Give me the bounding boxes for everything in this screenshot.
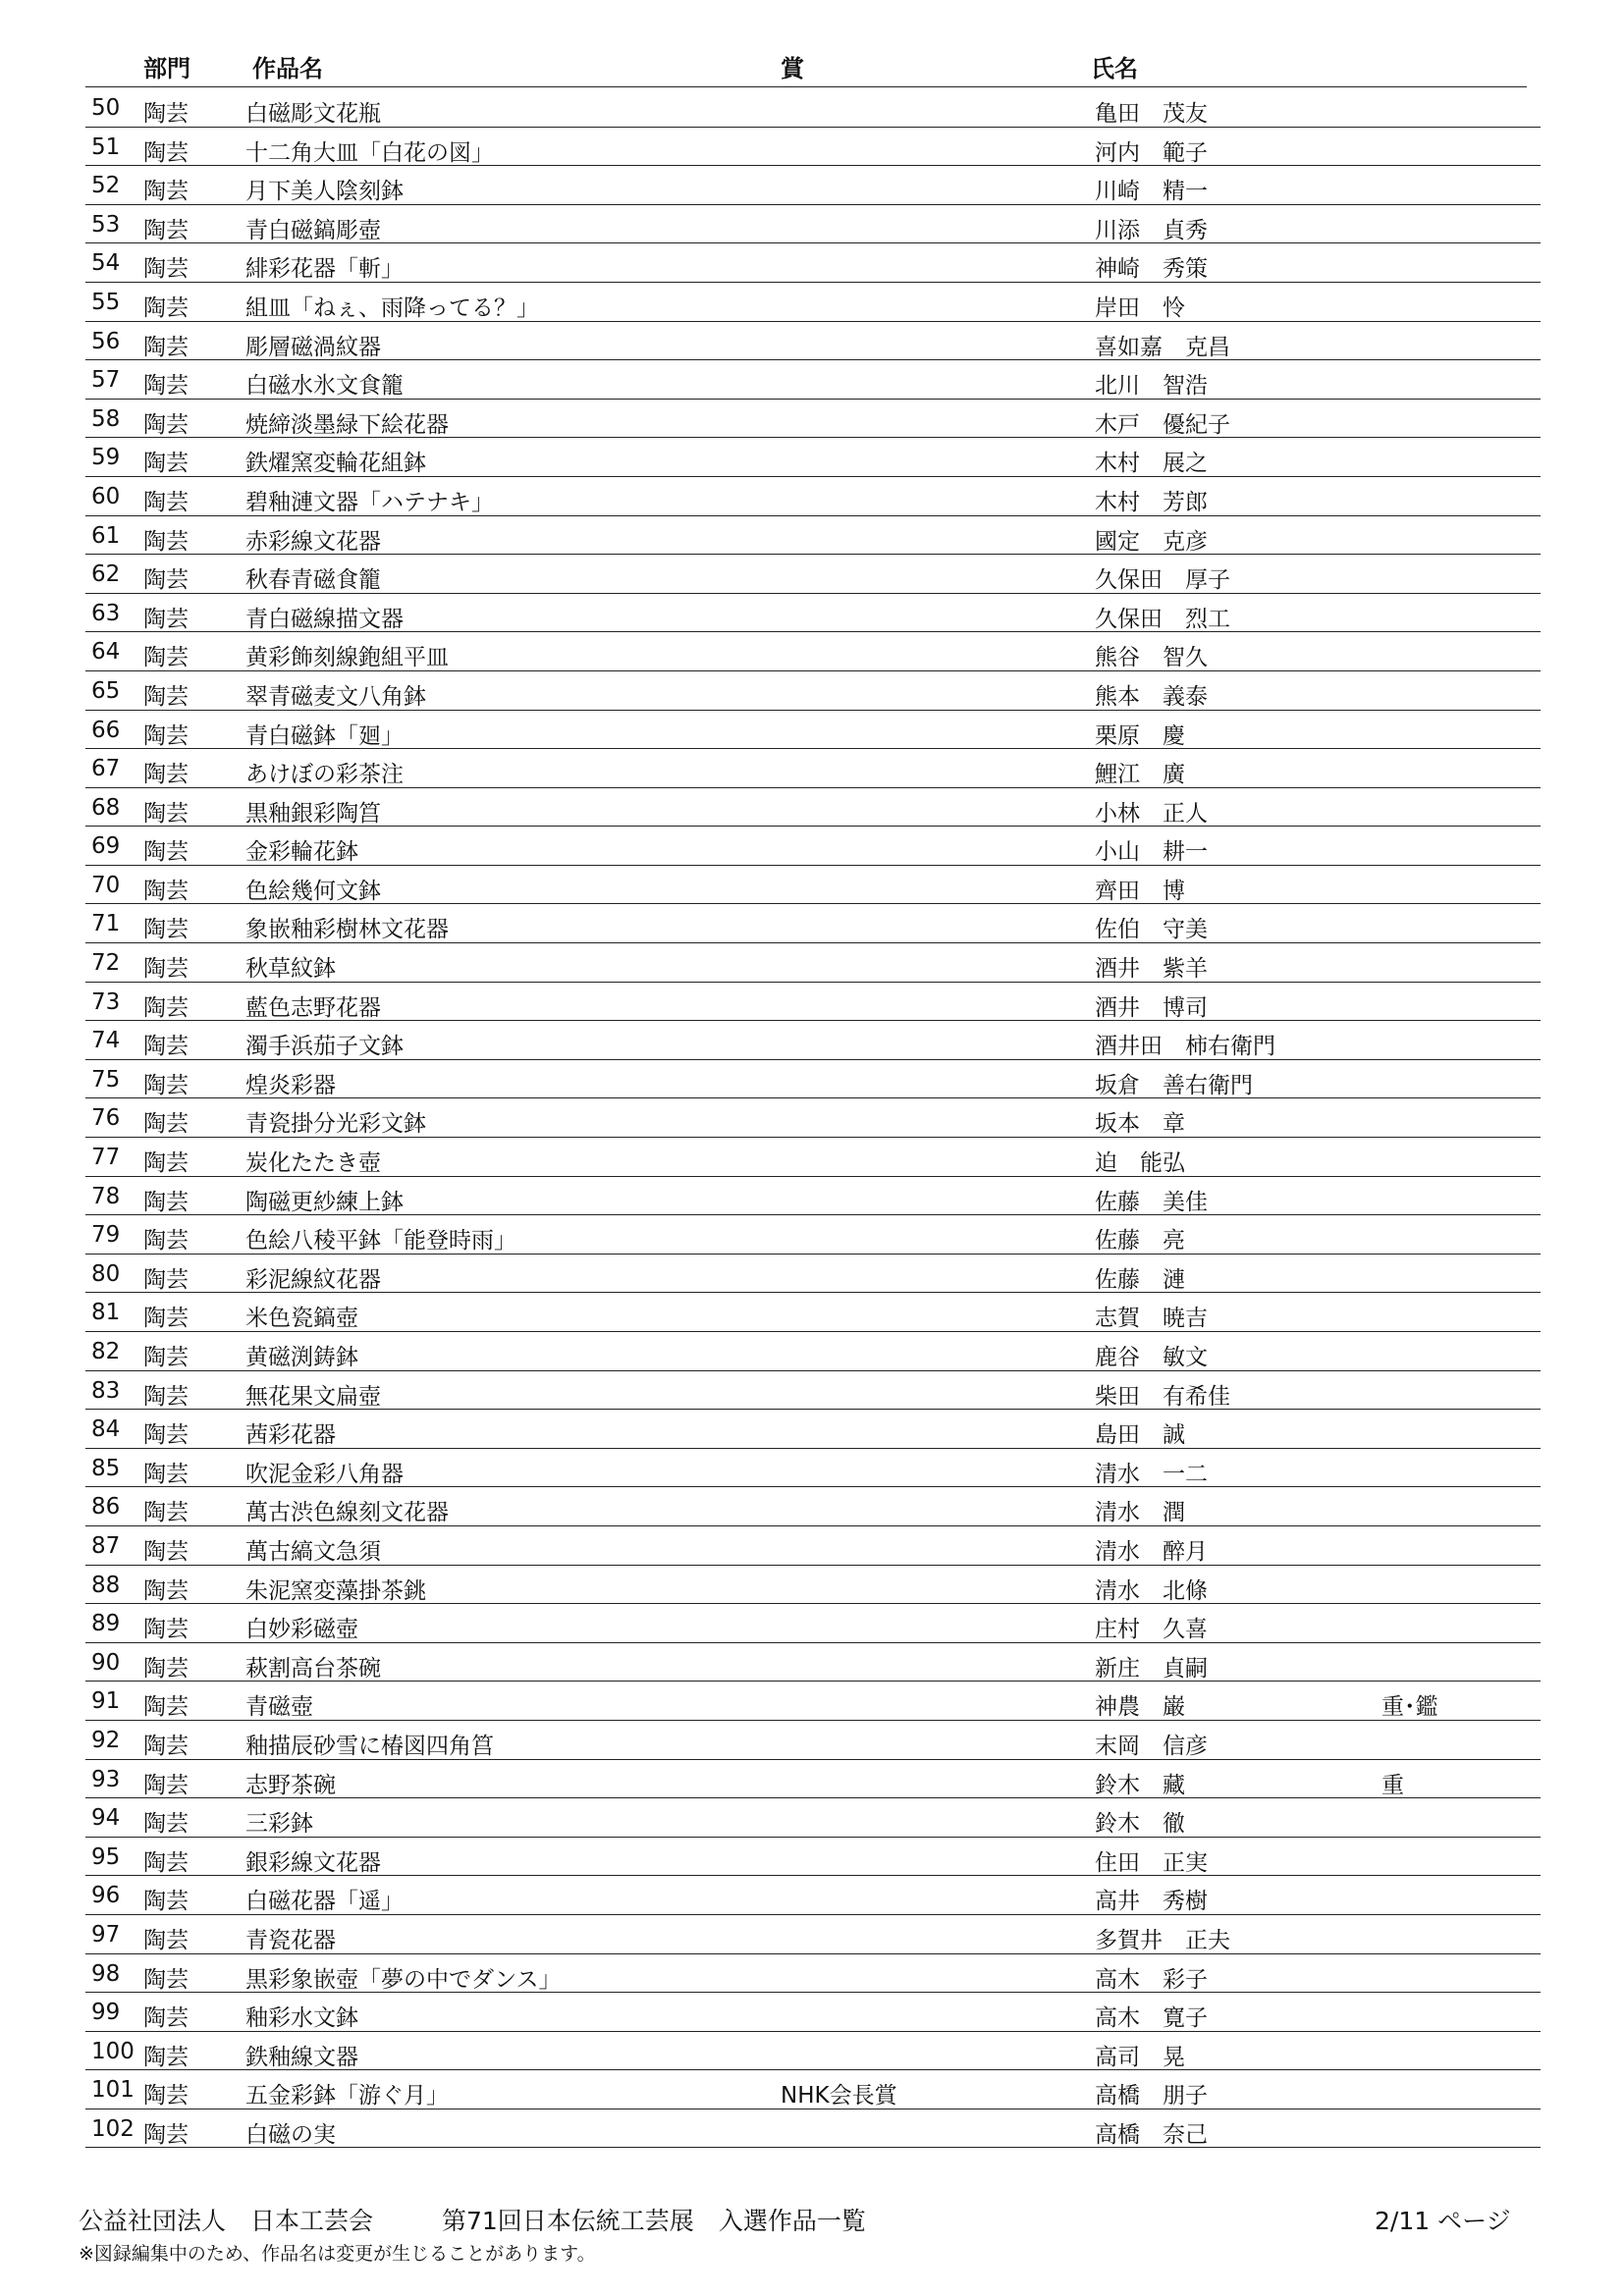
entry-title: 白磁彫文花瓶 bbox=[245, 101, 381, 127]
entry-number: 57 bbox=[91, 367, 121, 394]
entry-number: 51 bbox=[91, 133, 121, 160]
entry-title: 炭化たたき壺 bbox=[245, 1150, 381, 1177]
entry-dept: 陶芸 bbox=[143, 606, 189, 632]
entry-name: 高井 秀樹 bbox=[1095, 1889, 1208, 1915]
entry-name: 住田 正実 bbox=[1095, 1849, 1208, 1876]
entry-title: 三彩鉢 bbox=[245, 1811, 313, 1838]
entry-number: 52 bbox=[91, 173, 121, 199]
table-row bbox=[85, 1566, 1541, 1605]
entry-title: 秋草紋鉢 bbox=[245, 956, 336, 983]
entry-title: 白磁花器「遥」 bbox=[245, 1889, 404, 1915]
table-row bbox=[85, 1098, 1541, 1138]
entry-name: 北川 智浩 bbox=[1095, 373, 1208, 400]
entry-number: 91 bbox=[91, 1688, 121, 1715]
entry-number: 60 bbox=[91, 483, 121, 509]
entry-dept: 陶芸 bbox=[143, 2005, 189, 2032]
table-row bbox=[85, 1332, 1541, 1371]
table-row bbox=[85, 128, 1541, 167]
entry-dept: 陶芸 bbox=[143, 294, 189, 321]
entry-dept: 陶芸 bbox=[143, 1733, 189, 1759]
entry-name: 高橋 奈己 bbox=[1095, 2121, 1208, 2148]
table-row bbox=[85, 1526, 1541, 1566]
entry-name: 熊谷 智久 bbox=[1095, 645, 1208, 671]
entry-number: 85 bbox=[91, 1455, 121, 1481]
entry-name: 神崎 秀策 bbox=[1095, 256, 1208, 283]
entry-name: 久保田 厚子 bbox=[1095, 567, 1230, 594]
entry-number: 55 bbox=[91, 289, 121, 315]
header-dept: 部門 bbox=[143, 55, 190, 82]
entry-name: 坂本 章 bbox=[1095, 1111, 1185, 1138]
entry-number: 65 bbox=[91, 677, 121, 704]
entry-dept: 陶芸 bbox=[143, 1927, 189, 1953]
table-row bbox=[85, 1410, 1541, 1449]
entry-name: 小林 正人 bbox=[1095, 800, 1208, 827]
entry-title: 十二角大皿「白花の図」 bbox=[245, 139, 494, 166]
entry-dept: 陶芸 bbox=[143, 256, 189, 283]
entry-dept: 陶芸 bbox=[143, 1655, 189, 1682]
entry-name: 酒井 博司 bbox=[1095, 994, 1208, 1021]
table-row bbox=[85, 2032, 1541, 2071]
table-row bbox=[85, 1643, 1541, 1682]
entry-dept: 陶芸 bbox=[143, 1461, 189, 1487]
entry-title: 色絵幾何文鉢 bbox=[245, 878, 381, 904]
table-row bbox=[85, 1215, 1541, 1255]
entry-dept: 陶芸 bbox=[143, 645, 189, 671]
entry-dept: 陶芸 bbox=[143, 528, 189, 555]
entry-dept: 陶芸 bbox=[143, 1111, 189, 1138]
entry-dept: 陶芸 bbox=[143, 1889, 189, 1915]
entry-number: 63 bbox=[91, 600, 121, 626]
entry-number: 67 bbox=[91, 756, 121, 782]
entry-title: あけぼの彩茶注 bbox=[245, 762, 404, 788]
entry-number: 72 bbox=[91, 950, 121, 977]
table-row bbox=[85, 1993, 1541, 2032]
table-row bbox=[85, 2070, 1541, 2109]
table-row bbox=[85, 477, 1541, 516]
entry-number: 70 bbox=[91, 872, 121, 898]
entry-number: 94 bbox=[91, 1805, 121, 1832]
entry-name: 木村 芳郎 bbox=[1095, 489, 1208, 515]
entry-name: 河内 範子 bbox=[1095, 139, 1208, 166]
entry-number: 58 bbox=[91, 405, 121, 432]
entry-dept: 陶芸 bbox=[143, 722, 189, 749]
entry-name: 新庄 貞嗣 bbox=[1095, 1655, 1208, 1682]
entry-number: 75 bbox=[91, 1066, 121, 1093]
entry-title: 赤彩線文花器 bbox=[245, 528, 381, 555]
entry-number: 79 bbox=[91, 1222, 121, 1249]
entry-title: 朱泥窯変藻掛茶銚 bbox=[245, 1577, 426, 1604]
entry-note: 重･鑑 bbox=[1381, 1694, 1438, 1721]
entry-title: 無花果文扁壺 bbox=[245, 1383, 381, 1410]
entry-number: 56 bbox=[91, 328, 121, 354]
entry-name: 栗原 慶 bbox=[1095, 722, 1185, 749]
entry-name: 高木 彩子 bbox=[1095, 1966, 1208, 1993]
entry-number: 61 bbox=[91, 522, 121, 549]
table-row bbox=[85, 983, 1541, 1022]
entry-number: 102 bbox=[91, 2115, 135, 2142]
entry-title: 鉄釉線文器 bbox=[245, 2044, 358, 2070]
entry-name: 佐藤 漣 bbox=[1095, 1266, 1185, 1293]
entry-dept: 陶芸 bbox=[143, 994, 189, 1021]
entry-dept: 陶芸 bbox=[143, 839, 189, 866]
entry-title: 吹泥金彩八角器 bbox=[245, 1461, 404, 1487]
table-row bbox=[85, 827, 1541, 866]
header-award: 賞 bbox=[781, 55, 804, 82]
header-title: 作品名 bbox=[252, 55, 323, 82]
entry-number: 90 bbox=[91, 1649, 121, 1676]
entry-name: 鯉江 廣 bbox=[1095, 762, 1185, 788]
entry-dept: 陶芸 bbox=[143, 1966, 189, 1993]
footer-note: ※図録編集中のため、作品名は変更が生じることがあります。 bbox=[79, 2243, 596, 2265]
entry-number: 89 bbox=[91, 1611, 121, 1637]
entry-title: 銀彩線文花器 bbox=[245, 1849, 381, 1876]
entry-dept: 陶芸 bbox=[143, 451, 189, 477]
entry-number: 64 bbox=[91, 639, 121, 666]
entry-dept: 陶芸 bbox=[143, 334, 189, 360]
footer-exhibition-title: 第71回日本伝統工芸展 入選作品一覧 bbox=[442, 2207, 866, 2235]
entry-name: 庄村 久喜 bbox=[1095, 1617, 1208, 1643]
header-divider bbox=[85, 86, 1527, 87]
table-row bbox=[85, 283, 1541, 322]
entry-title: 萬古渋色線刻文花器 bbox=[245, 1500, 449, 1526]
table-row bbox=[85, 1487, 1541, 1526]
table-header bbox=[0, 43, 1624, 82]
entry-title: 青瓷花器 bbox=[245, 1927, 336, 1953]
entry-title: 黒釉銀彩陶筥 bbox=[245, 800, 381, 827]
table-row bbox=[85, 749, 1541, 788]
entry-dept: 陶芸 bbox=[143, 917, 189, 943]
table-row bbox=[85, 555, 1541, 594]
entry-number: 84 bbox=[91, 1416, 121, 1443]
entry-name: 木戸 優紀子 bbox=[1095, 411, 1230, 438]
entry-title: 茜彩花器 bbox=[245, 1422, 336, 1449]
table-row bbox=[85, 1138, 1541, 1177]
entry-title: 黄磁渕鋳鉢 bbox=[245, 1345, 358, 1370]
entry-title: 米色瓷鎬壺 bbox=[245, 1306, 358, 1332]
entry-dept: 陶芸 bbox=[143, 411, 189, 438]
entry-title: 秋春青磁食籠 bbox=[245, 567, 381, 594]
table-row bbox=[85, 594, 1541, 633]
entry-number: 80 bbox=[91, 1260, 121, 1287]
entry-title: 白磁の実 bbox=[245, 2121, 336, 2148]
table-row bbox=[85, 866, 1541, 905]
entry-title: 萩割高台茶碗 bbox=[245, 1655, 381, 1682]
entry-name: 島田 誠 bbox=[1095, 1422, 1185, 1449]
entry-name: 鈴木 徹 bbox=[1095, 1811, 1185, 1838]
table-row bbox=[85, 1060, 1541, 1099]
entry-number: 95 bbox=[91, 1843, 121, 1870]
table-row bbox=[85, 1604, 1541, 1643]
entry-number: 96 bbox=[91, 1883, 121, 1909]
entry-dept: 陶芸 bbox=[143, 683, 189, 710]
table-row bbox=[85, 1915, 1541, 1954]
entry-dept: 陶芸 bbox=[143, 1849, 189, 1876]
entry-name: 鹿谷 敏文 bbox=[1095, 1345, 1208, 1370]
entry-title: 釉彩水文鉢 bbox=[245, 2005, 358, 2032]
entry-dept: 陶芸 bbox=[143, 217, 189, 243]
table-row bbox=[85, 711, 1541, 750]
entry-title: 青瓷掛分光彩文鉢 bbox=[245, 1111, 426, 1138]
entry-number: 82 bbox=[91, 1339, 121, 1364]
entry-name: 佐藤 亮 bbox=[1095, 1228, 1185, 1255]
entry-name: 小山 耕一 bbox=[1095, 839, 1208, 866]
entry-dept: 陶芸 bbox=[143, 1500, 189, 1526]
entry-number: 93 bbox=[91, 1766, 121, 1792]
footer-organization: 公益社団法人 日本工芸会 bbox=[79, 2207, 374, 2235]
entry-dept: 陶芸 bbox=[143, 489, 189, 515]
entry-title: 彫層磁渦紋器 bbox=[245, 334, 381, 360]
entry-name: 熊本 義泰 bbox=[1095, 683, 1208, 710]
entry-title: 青磁壺 bbox=[245, 1694, 313, 1721]
entry-number: 59 bbox=[91, 445, 121, 471]
entry-dept: 陶芸 bbox=[143, 1266, 189, 1293]
table-row bbox=[85, 88, 1541, 128]
entry-name: 清水 醉月 bbox=[1095, 1538, 1208, 1565]
entry-name: 喜如嘉 克昌 bbox=[1095, 334, 1230, 360]
entry-dept: 陶芸 bbox=[143, 1150, 189, 1177]
entry-number: 53 bbox=[91, 211, 121, 238]
table-row bbox=[85, 1255, 1541, 1294]
entry-dept: 陶芸 bbox=[143, 2121, 189, 2148]
entry-name: 酒井田 柿右衛門 bbox=[1095, 1034, 1275, 1060]
entry-name: 川崎 精一 bbox=[1095, 179, 1208, 205]
entry-name: 末岡 信彦 bbox=[1095, 1733, 1208, 1759]
entry-title: 鉄燿窯変輪花組鉢 bbox=[245, 451, 426, 477]
entry-name: 國定 克彦 bbox=[1095, 528, 1208, 555]
entry-dept: 陶芸 bbox=[143, 567, 189, 594]
table-row bbox=[85, 2109, 1541, 2149]
table-row bbox=[85, 943, 1541, 983]
entry-dept: 陶芸 bbox=[143, 1694, 189, 1721]
entry-dept: 陶芸 bbox=[143, 1228, 189, 1255]
table-row bbox=[85, 1876, 1541, 1915]
entry-number: 71 bbox=[91, 911, 121, 937]
table-row bbox=[85, 1293, 1541, 1332]
entry-dept: 陶芸 bbox=[143, 956, 189, 983]
entry-name: 高橋 朋子 bbox=[1095, 2083, 1208, 2109]
entry-number: 87 bbox=[91, 1532, 121, 1559]
entry-title: 色絵八稜平鉢「能登時雨」 bbox=[245, 1228, 516, 1255]
entry-name: 清水 北條 bbox=[1095, 1577, 1208, 1604]
entry-number: 68 bbox=[91, 794, 121, 821]
entry-title: 緋彩花器「斬」 bbox=[245, 256, 404, 283]
entry-dept: 陶芸 bbox=[143, 1034, 189, 1060]
table-row bbox=[85, 1721, 1541, 1760]
entry-number: 77 bbox=[91, 1145, 121, 1171]
entry-number: 62 bbox=[91, 561, 121, 588]
entry-dept: 陶芸 bbox=[143, 373, 189, 400]
entry-name: 齊田 博 bbox=[1095, 878, 1185, 904]
entry-dept: 陶芸 bbox=[143, 1306, 189, 1332]
entry-dept: 陶芸 bbox=[143, 1772, 189, 1798]
table-row bbox=[85, 360, 1541, 400]
table-row bbox=[85, 322, 1541, 361]
entry-number: 78 bbox=[91, 1183, 121, 1209]
table-row bbox=[85, 1760, 1541, 1799]
table-row bbox=[85, 1798, 1541, 1838]
table-row bbox=[85, 1838, 1541, 1877]
entry-dept: 陶芸 bbox=[143, 101, 189, 127]
table-row bbox=[85, 166, 1541, 205]
table-row bbox=[85, 1682, 1541, 1721]
entry-dept: 陶芸 bbox=[143, 2083, 189, 2109]
entry-dept: 陶芸 bbox=[143, 878, 189, 904]
table-row bbox=[85, 516, 1541, 556]
entry-dept: 陶芸 bbox=[143, 1189, 189, 1215]
entry-number: 76 bbox=[91, 1105, 121, 1132]
entry-award: NHK会長賞 bbox=[781, 2083, 897, 2109]
entry-number: 69 bbox=[91, 833, 121, 860]
entry-number: 54 bbox=[91, 250, 121, 277]
table-row bbox=[85, 671, 1541, 711]
entry-name: 岸田 怜 bbox=[1095, 294, 1185, 321]
table-row bbox=[85, 1954, 1541, 1994]
entry-title: 青白磁鎬彫壺 bbox=[245, 217, 381, 243]
entry-name: 川添 貞秀 bbox=[1095, 217, 1208, 243]
entry-dept: 陶芸 bbox=[143, 139, 189, 166]
entry-number: 101 bbox=[91, 2077, 135, 2104]
entry-name: 木村 展之 bbox=[1095, 451, 1208, 477]
entry-name: 佐伯 守美 bbox=[1095, 917, 1208, 943]
table-row bbox=[85, 632, 1541, 671]
entry-name: 亀田 茂友 bbox=[1095, 101, 1208, 127]
entry-dept: 陶芸 bbox=[143, 1345, 189, 1370]
entry-dept: 陶芸 bbox=[143, 1072, 189, 1098]
entry-title: 白妙彩磁壺 bbox=[245, 1617, 358, 1643]
entry-number: 73 bbox=[91, 988, 121, 1015]
entry-title: 組皿「ねぇ、雨降ってる？」 bbox=[245, 294, 539, 321]
entry-number: 74 bbox=[91, 1028, 121, 1054]
entry-title: 黒彩象嵌壺「夢の中でダンス」 bbox=[245, 1966, 562, 1993]
entry-number: 83 bbox=[91, 1377, 121, 1404]
entry-dept: 陶芸 bbox=[143, 1538, 189, 1565]
table-row bbox=[85, 243, 1541, 283]
table-row bbox=[85, 1449, 1541, 1488]
entry-number: 88 bbox=[91, 1572, 121, 1598]
entry-title: 翠青磁麦文八角鉢 bbox=[245, 683, 426, 710]
table-row bbox=[85, 400, 1541, 439]
entry-dept: 陶芸 bbox=[143, 1422, 189, 1449]
entry-dept: 陶芸 bbox=[143, 2044, 189, 2070]
entry-name: 久保田 烈工 bbox=[1095, 606, 1230, 632]
entry-dept: 陶芸 bbox=[143, 800, 189, 827]
table-row bbox=[85, 438, 1541, 477]
entry-title: 濁手浜茄子文鉢 bbox=[245, 1034, 404, 1060]
table-row bbox=[85, 1021, 1541, 1060]
entry-title: 萬古縞文急須 bbox=[245, 1538, 381, 1565]
entry-dept: 陶芸 bbox=[143, 1383, 189, 1410]
entry-dept: 陶芸 bbox=[143, 1617, 189, 1643]
entry-number: 66 bbox=[91, 717, 121, 743]
entry-name: 高司 晃 bbox=[1095, 2044, 1185, 2070]
entry-table bbox=[0, 88, 1624, 2148]
entry-title: 青白磁線描文器 bbox=[245, 606, 404, 632]
entry-number: 99 bbox=[91, 2000, 121, 2026]
entry-dept: 陶芸 bbox=[143, 762, 189, 788]
page-number: 2/11 ページ bbox=[1375, 2207, 1511, 2235]
entry-number: 86 bbox=[91, 1494, 121, 1521]
entry-title: 白磁水氷文食籠 bbox=[245, 373, 404, 400]
entry-title: 藍色志野花器 bbox=[245, 994, 381, 1021]
entry-title: 五金彩鉢「游ぐ月」 bbox=[245, 2083, 449, 2109]
entry-title: 焼締淡墨緑下絵花器 bbox=[245, 411, 449, 438]
entry-name: 神農 巌 bbox=[1095, 1694, 1185, 1721]
table-row bbox=[85, 205, 1541, 244]
entry-name: 坂倉 善右衛門 bbox=[1095, 1072, 1253, 1098]
entry-name: 多賀井 正夫 bbox=[1095, 1927, 1230, 1953]
entry-title: 志野茶碗 bbox=[245, 1772, 336, 1798]
entry-name: 酒井 紫羊 bbox=[1095, 956, 1208, 983]
header-name: 氏名 bbox=[1091, 55, 1138, 82]
entry-title: 金彩輪花鉢 bbox=[245, 839, 358, 866]
entry-number: 97 bbox=[91, 1921, 121, 1948]
entry-name: 清水 潤 bbox=[1095, 1500, 1185, 1526]
table-row bbox=[85, 1371, 1541, 1411]
entry-title: 陶磁更紗練上鉢 bbox=[245, 1189, 404, 1215]
table-row bbox=[85, 1177, 1541, 1216]
entry-dept: 陶芸 bbox=[143, 179, 189, 205]
entry-number: 81 bbox=[91, 1300, 121, 1326]
entry-number: 50 bbox=[91, 95, 121, 121]
entry-title: 彩泥線紋花器 bbox=[245, 1266, 381, 1293]
table-row bbox=[85, 904, 1541, 943]
entry-title: 釉描辰砂雪に椿図四角筥 bbox=[245, 1733, 494, 1759]
entry-title: 煌炎彩器 bbox=[245, 1072, 336, 1098]
entry-title: 月下美人陰刻鉢 bbox=[245, 179, 404, 205]
entry-name: 志賀 暁吉 bbox=[1095, 1306, 1208, 1332]
entry-title: 黄彩飾刻線鉋組平皿 bbox=[245, 645, 449, 671]
entry-number: 100 bbox=[91, 2038, 135, 2064]
entry-title: 碧釉漣文器「ハテナキ」 bbox=[245, 489, 494, 515]
entry-note: 重 bbox=[1381, 1772, 1404, 1798]
entry-title: 象嵌釉彩樹林文花器 bbox=[245, 917, 449, 943]
entry-name: 清水 一二 bbox=[1095, 1461, 1208, 1487]
entry-name: 佐藤 美佳 bbox=[1095, 1189, 1208, 1215]
table-row bbox=[85, 788, 1541, 828]
entry-title: 青白磁鉢「廻」 bbox=[245, 722, 404, 749]
entry-name: 柴田 有希佳 bbox=[1095, 1383, 1230, 1410]
entry-number: 98 bbox=[91, 1960, 121, 1987]
entry-number: 92 bbox=[91, 1727, 121, 1753]
entry-name: 迫 能弘 bbox=[1095, 1150, 1185, 1177]
entry-name: 鈴木 藏 bbox=[1095, 1772, 1185, 1798]
entry-dept: 陶芸 bbox=[143, 1811, 189, 1838]
entry-dept: 陶芸 bbox=[143, 1577, 189, 1604]
entry-name: 高木 寛子 bbox=[1095, 2005, 1208, 2032]
